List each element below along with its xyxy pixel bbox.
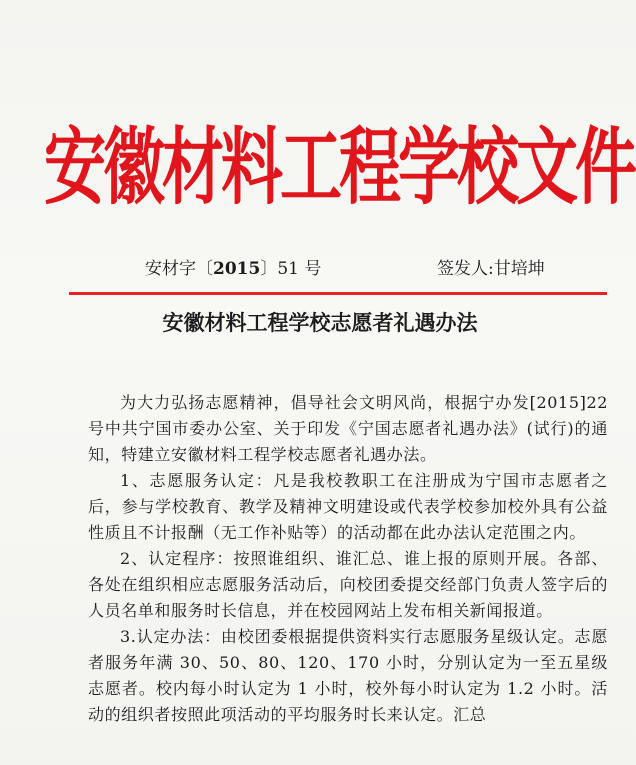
document-number-prefix: 安材字〔 — [145, 259, 213, 279]
red-divider-line — [69, 292, 607, 295]
document-number — [145, 258, 321, 280]
body-paragraph: 3.认定办法：由校团委根据提供资料实行志愿服务星级认定。志愿者服务年满 30、50、80、120、170 小时，分别认定为一至五星级志愿者。校内每小时认定为 1 小时，校外每小时认定为 1.2 小时。活动的组织者按照此项活动的平均服务时长来认定。汇总 — [88, 627, 608, 724]
document-body — [88, 390, 608, 728]
signer — [437, 258, 545, 280]
body-paragraph: 2、认定程序：按照谁组织、谁汇总、谁上报的原则开展。各部、各处在组织相应志愿服务活动后，向校团委提交经部门负责人签字后的人员名单和服务时长信息，并在校园网站上发布相关新闻报道。 — [88, 549, 608, 620]
signer-name: 甘培坤 — [493, 259, 545, 279]
document-header-title: 安徽材料工程学校文件 — [44, 117, 635, 217]
signer-label: 签发人: — [437, 259, 494, 279]
document-title: 安徽材料工程学校志愿者礼遇办法 — [162, 310, 478, 335]
body-paragraph: 1、志愿服务认定：凡是我校教职工在注册成为宁国市志愿者之后，参与学校教育、教学及精神文明建设或代表学校参加校外具有公益性质且不计报酬（无工作补贴等）的活动都在此办法认定范围之内。 — [88, 471, 608, 542]
body-paragraph: 为大力弘扬志愿精神，倡导社会文明风尚，根据宁办发[2015]22号中共宁国市委办公室、关于印发《宁国志愿者礼遇办法》(试行)的通知，特建立安徽材料工程学校志愿者礼遇办法。 — [88, 393, 608, 464]
document-number-year: 2015 — [213, 259, 261, 279]
document-number-suffix: 〕51 号 — [260, 259, 322, 279]
